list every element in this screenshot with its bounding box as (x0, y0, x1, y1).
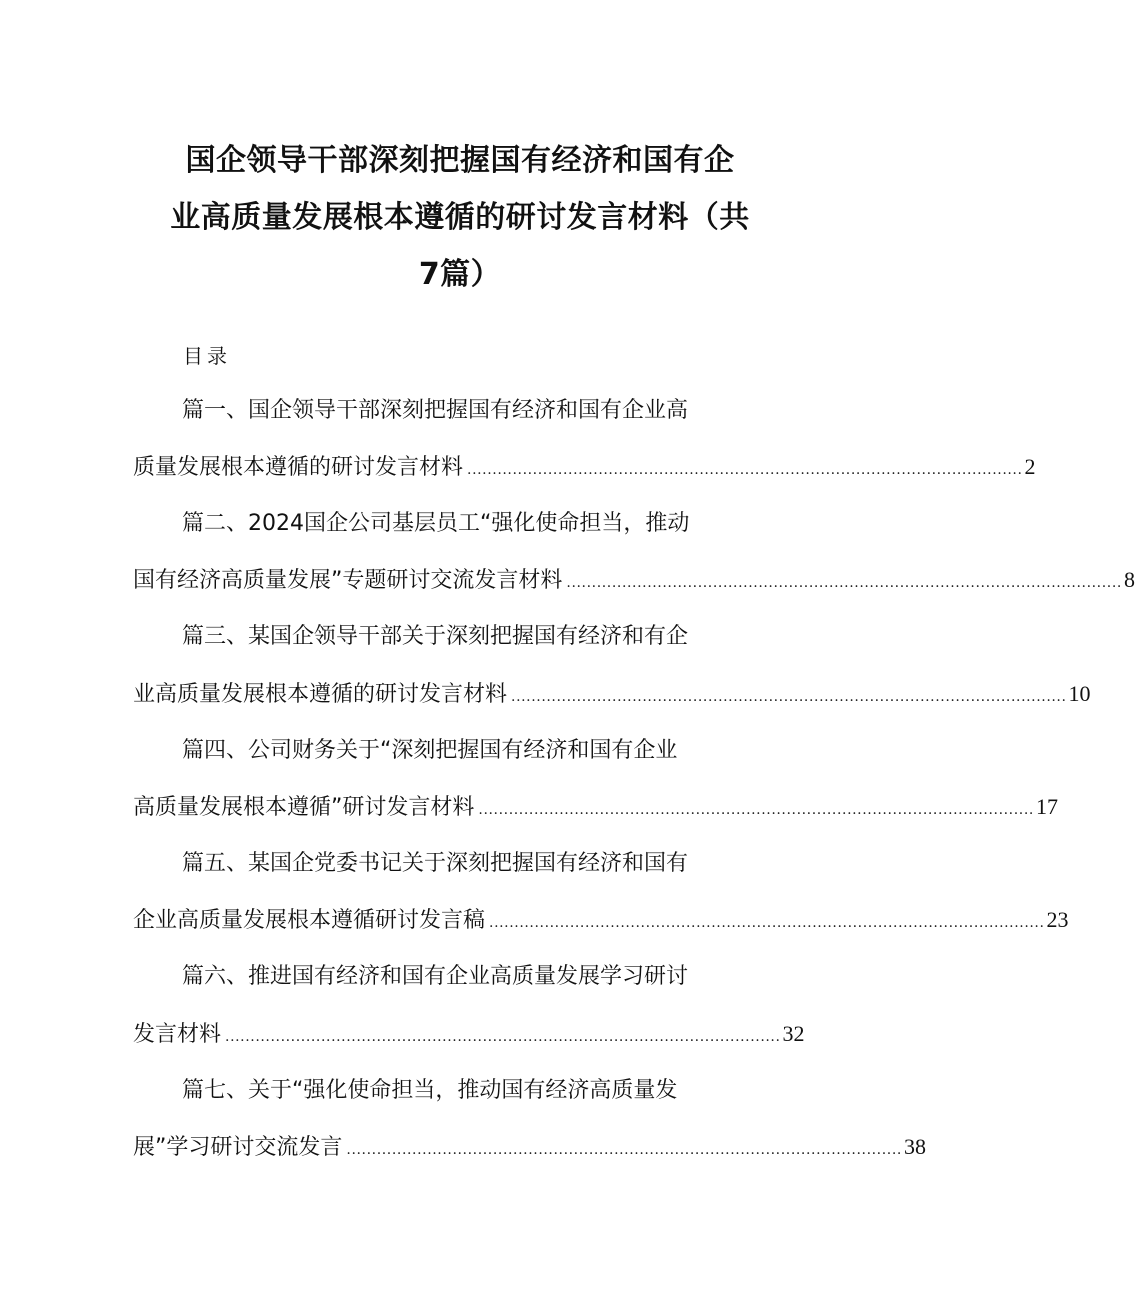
toc-entry-5-line-1[interactable]: 篇五、某国企党委书记关于深刻把握国有经济和国有 (182, 851, 689, 876)
dot-leader: .............................................................................................................. (346, 1142, 902, 1158)
toc-entry-4-page: 17 (1035, 794, 1058, 819)
toc-entry-6-line-2[interactable] (133, 1019, 805, 1049)
dot-leader: .............................................................................................................. (566, 575, 1122, 591)
dot-leader: .............................................................................................................. (511, 689, 1067, 705)
toc-entry-7-line-1[interactable]: 篇七、关于“强化使命担当，推动国有经济高质量发 (182, 1078, 678, 1103)
toc-entry-1-line-2[interactable] (133, 452, 1036, 482)
toc-entry-5-page: 23 (1046, 907, 1069, 932)
toc-entry-3-line-2[interactable] (133, 679, 1091, 709)
toc-entry-7-page: 38 (903, 1134, 926, 1159)
toc-entry-4-line-2[interactable] (133, 792, 1058, 822)
toc-entry-6-text: 发言材料 (133, 1022, 222, 1047)
toc-entry-1-line-1[interactable]: 篇一、国企领导干部深刻把握国有经济和国有企业高 (182, 398, 689, 423)
toc-entry-2-line-1[interactable]: 篇二、2024国企公司基层员工“强化使命担当，推动 (182, 511, 690, 536)
toc-entry-3-page: 10 (1068, 681, 1091, 706)
toc-entry-5-text: 企业高质量发展根本遵循研讨发言稿 (133, 908, 486, 933)
dot-leader: .............................................................................................................. (489, 915, 1045, 931)
toc-entry-7-text: 展”学习研讨交流发言 (133, 1135, 343, 1160)
toc-entry-1-page: 2 (1024, 454, 1036, 479)
title-line-2: 业高质量发展根本遵循的研讨发言材料（共 (170, 200, 750, 235)
toc-entry-4-line-1[interactable]: 篇四、公司财务关于“深刻把握国有经济和国有企业 (182, 738, 678, 763)
toc-entry-1-text: 质量发展根本遵循的研讨发言材料 (133, 455, 464, 480)
toc-heading: 目录 (183, 344, 231, 368)
dot-leader: .............................................................................................................. (225, 1029, 781, 1045)
document-title (140, 132, 780, 303)
toc-entry-6-line-1[interactable]: 篇六、推进国有经济和国有企业高质量发展学习研讨 (182, 964, 689, 989)
title-line-1: 国企领导干部深刻把握国有经济和国有企 (185, 143, 735, 178)
toc-entry-6-page: 32 (782, 1021, 805, 1046)
toc-entry-2-line-2[interactable] (133, 565, 1135, 595)
toc-entry-2-text: 国有经济高质量发展”专题研讨交流发言材料 (133, 568, 563, 593)
toc-entry-4-text: 高质量发展根本遵循”研讨发言材料 (133, 795, 475, 820)
toc-entry-3-text: 业高质量发展根本遵循的研讨发言材料 (133, 682, 508, 707)
toc-entry-7-line-2[interactable] (133, 1132, 926, 1162)
toc-entry-3-line-1[interactable]: 篇三、某国企领导干部关于深刻把握国有经济和有企 (182, 624, 689, 649)
dot-leader: .............................................................................................................. (467, 462, 1023, 478)
toc-entry-2-page: 8 (1123, 567, 1135, 592)
dot-leader: .............................................................................................................. (478, 802, 1034, 818)
title-line-3: 7篇） (418, 257, 502, 292)
toc-entry-5-line-2[interactable] (133, 905, 1069, 935)
